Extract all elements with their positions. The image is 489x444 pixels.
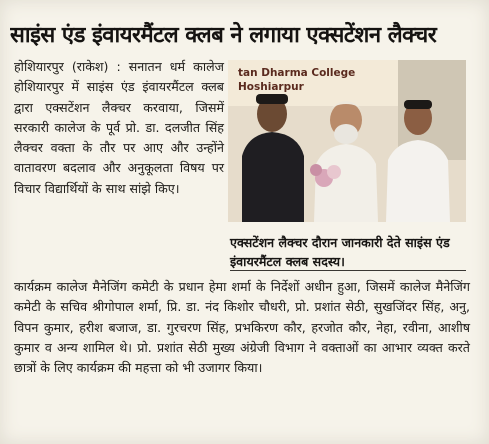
headline: साइंस एंड इंवायरमैंटल क्लब ने लगाया एक्सटेंशन लैक्चर <box>10 23 437 48</box>
photo-caption: एक्सटेंशन लैक्चर दौरान जानकारी देते साइंस एंड इंवायरमैंटल क्लब सदस्य। <box>230 235 450 269</box>
body-text <box>14 277 470 378</box>
event-photo <box>228 60 466 222</box>
caption-divider <box>230 270 466 271</box>
lead-column <box>14 57 224 199</box>
photo-banner-text: tan Dharma College Hoshiarpur <box>238 67 356 93</box>
body-paragraph: कार्यक्रम कालेज मैनेजिंग कमेटी के प्रधान हेमा शर्मा के निर्देशों अधीन हुआ, जिसमें कालेज मैनेजिंग कमेटी के सचिव श्रीगोपाल शर्मा, प्रि. डा. नंद किशोर चौधरी, प्रो. प्रशांत सेठी, सुखजिंदर सिंह, अनु, विपन कुमार, हरीश बजाज, डा. गुरचरण सिंह, प्रभकिरण कौर, हरजोत कौर, नेहा, रवीना, आशीष कुमार व अन्य शामिल थे। प्रो. प्रशांत सेठी मुख्य अंग्रेजी विभाग ने वक्ताओं का आभार व्यक्त करते छात्रों के लिए कार्यक्रम की महत्ता को भी उजागर किया। <box>14 279 470 376</box>
lead-paragraph: होशियारपुर (राकेश) : सनातन धर्म कालेज होशियारपुर में साइंस एंड इंवायरमैंटल क्लब द्वारा एक्सटेंशन लैक्चर करवाया, जिसमें सरकारी कालेज के पूर्व प्रो. डा. दलजीत सिंह लैक्चर वक्ता के तौर पर आए और उन्होंने वातावरण बदलाव और अनुकूलता विषय पर विचार विद्यार्थियों के साथ सांझे किए। <box>14 59 224 196</box>
